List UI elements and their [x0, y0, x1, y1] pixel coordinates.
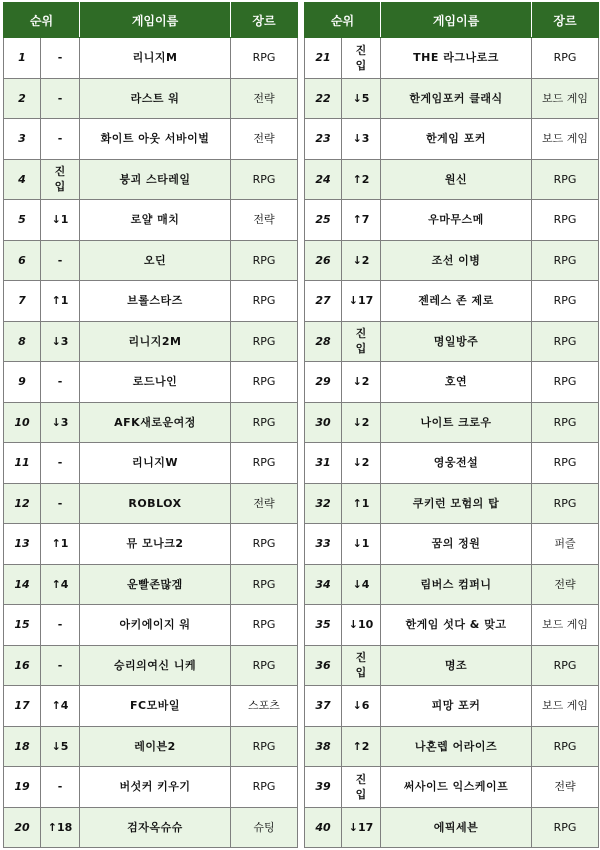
rank-change: ↑1 [41, 524, 80, 565]
game-genre: RPG [231, 240, 298, 281]
rank-number: 22 [305, 78, 342, 119]
table-row [305, 159, 599, 200]
game-name: 리니지2M [80, 321, 231, 362]
game-name: 쿠키런 모험의 탑 [381, 483, 532, 524]
rank-change: 진 입 [342, 645, 381, 686]
table-row [4, 119, 298, 160]
rank-change: 진 입 [342, 321, 381, 362]
table-header-row [305, 3, 599, 38]
game-genre: RPG [532, 200, 599, 241]
rank-change: ↓6 [342, 686, 381, 727]
table-row [305, 78, 599, 119]
rank-change: ↑1 [41, 281, 80, 322]
table-row [305, 38, 599, 79]
game-name: 꿈의 정원 [381, 524, 532, 565]
table-row [4, 605, 298, 646]
game-genre: RPG [231, 524, 298, 565]
game-genre: RPG [231, 362, 298, 403]
ranking-table-left [3, 2, 298, 848]
game-name: 나혼렙 어라이즈 [381, 726, 532, 767]
name-header: 게임이름 [381, 3, 532, 38]
table-row [305, 362, 599, 403]
table-row [4, 159, 298, 200]
game-name: 한게임 포커 [381, 119, 532, 160]
rank-number: 36 [305, 645, 342, 686]
table-row [4, 240, 298, 281]
rank-change: ↑4 [41, 564, 80, 605]
rank-change: ↓2 [342, 240, 381, 281]
rank-change: - [41, 119, 80, 160]
game-genre: 퍼즐 [532, 524, 599, 565]
rank-change: - [41, 645, 80, 686]
genre-header: 장르 [532, 3, 599, 38]
game-name: 검자옥슈슈 [80, 807, 231, 848]
rank-number: 15 [4, 605, 41, 646]
rank-change: ↓3 [41, 402, 80, 443]
rank-number: 13 [4, 524, 41, 565]
rank-number: 33 [305, 524, 342, 565]
game-genre: RPG [532, 281, 599, 322]
rank-number: 24 [305, 159, 342, 200]
rank-change: - [41, 362, 80, 403]
rank-number: 6 [4, 240, 41, 281]
rank-number: 19 [4, 767, 41, 808]
rank-number: 28 [305, 321, 342, 362]
game-name: 브롤스타즈 [80, 281, 231, 322]
genre-header: 장르 [231, 3, 298, 38]
rank-change: ↓17 [342, 281, 381, 322]
table-row [4, 645, 298, 686]
rank-change: - [41, 483, 80, 524]
table-row [305, 807, 599, 848]
game-name: 우마무스메 [381, 200, 532, 241]
game-genre: 전략 [231, 78, 298, 119]
game-genre: RPG [231, 443, 298, 484]
game-genre: 전략 [231, 119, 298, 160]
table-row [305, 119, 599, 160]
rank-number: 14 [4, 564, 41, 605]
table-row [4, 362, 298, 403]
table-row [305, 605, 599, 646]
rank-change: ↓17 [342, 807, 381, 848]
game-genre: RPG [532, 483, 599, 524]
game-genre: RPG [532, 38, 599, 79]
game-name: 써사이드 익스케이프 [381, 767, 532, 808]
game-genre: RPG [532, 645, 599, 686]
game-name: FC모바일 [80, 686, 231, 727]
game-name: 리니지W [80, 443, 231, 484]
rank-change: ↓3 [342, 119, 381, 160]
game-genre: 스포츠 [231, 686, 298, 727]
rank-number: 7 [4, 281, 41, 322]
game-genre: RPG [231, 38, 298, 79]
game-genre: 전략 [231, 200, 298, 241]
game-genre: RPG [231, 402, 298, 443]
table-row [4, 686, 298, 727]
game-genre: RPG [532, 726, 599, 767]
game-name: 버섯커 키우기 [80, 767, 231, 808]
game-genre: 전략 [532, 564, 599, 605]
rank-number: 23 [305, 119, 342, 160]
rank-change: ↓5 [41, 726, 80, 767]
table-row [4, 38, 298, 79]
rank-number: 32 [305, 483, 342, 524]
rank-change: 진 입 [342, 38, 381, 79]
ranking-rows-left [4, 38, 298, 848]
game-genre: RPG [532, 807, 599, 848]
table-row [305, 402, 599, 443]
rank-number: 18 [4, 726, 41, 767]
rank-number: 31 [305, 443, 342, 484]
table-row [4, 402, 298, 443]
rank-number: 26 [305, 240, 342, 281]
rank-number: 17 [4, 686, 41, 727]
game-name: 로얄 매치 [80, 200, 231, 241]
rank-change: ↓4 [342, 564, 381, 605]
rank-change: ↓1 [41, 200, 80, 241]
game-genre: RPG [532, 240, 599, 281]
game-name: 피망 포커 [381, 686, 532, 727]
rank-number: 11 [4, 443, 41, 484]
rank-change: - [41, 240, 80, 281]
rank-change: - [41, 605, 80, 646]
game-name: 에픽세븐 [381, 807, 532, 848]
table-row [4, 483, 298, 524]
rank-change: - [41, 38, 80, 79]
game-genre: RPG [231, 321, 298, 362]
table-row [305, 321, 599, 362]
game-name: 아키에이지 워 [80, 605, 231, 646]
rank-change: - [41, 443, 80, 484]
rank-change: ↑4 [41, 686, 80, 727]
rank-number: 40 [305, 807, 342, 848]
rank-change: ↓2 [342, 402, 381, 443]
table-row [4, 78, 298, 119]
rank-number: 4 [4, 159, 41, 200]
table-row [4, 807, 298, 848]
ranking-table-right [304, 2, 599, 848]
game-genre: RPG [231, 726, 298, 767]
rank-change: ↑7 [342, 200, 381, 241]
game-genre: 보드 게임 [532, 119, 599, 160]
game-genre: RPG [532, 443, 599, 484]
rank-change: ↑1 [342, 483, 381, 524]
rank-number: 10 [4, 402, 41, 443]
table-row [305, 686, 599, 727]
table-row [4, 564, 298, 605]
table-row [4, 767, 298, 808]
game-genre: RPG [231, 645, 298, 686]
game-genre: RPG [532, 159, 599, 200]
rank-number: 1 [4, 38, 41, 79]
table-row [4, 200, 298, 241]
table-header-row [4, 3, 298, 38]
game-name: 한게임 섯다 & 맞고 [381, 605, 532, 646]
table-row [305, 443, 599, 484]
game-name: 나이트 크로우 [381, 402, 532, 443]
rank-number: 3 [4, 119, 41, 160]
table-row [305, 524, 599, 565]
rank-number: 35 [305, 605, 342, 646]
table-row [4, 443, 298, 484]
rank-change: 진 입 [41, 159, 80, 200]
rank-number: 8 [4, 321, 41, 362]
table-row [4, 281, 298, 322]
rank-number: 2 [4, 78, 41, 119]
table-row [305, 483, 599, 524]
game-genre: 보드 게임 [532, 78, 599, 119]
game-name: ROBLOX [80, 483, 231, 524]
rank-number: 38 [305, 726, 342, 767]
game-name: 영웅전설 [381, 443, 532, 484]
game-name: 화이트 아웃 서바이벌 [80, 119, 231, 160]
table-row [4, 726, 298, 767]
rank-number: 25 [305, 200, 342, 241]
rank-number: 29 [305, 362, 342, 403]
rank-number: 16 [4, 645, 41, 686]
game-genre: RPG [231, 767, 298, 808]
game-genre: RPG [231, 605, 298, 646]
rank-change: ↓3 [41, 321, 80, 362]
rank-change: ↓2 [342, 443, 381, 484]
rank-change: - [41, 767, 80, 808]
game-name: 오딘 [80, 240, 231, 281]
game-name: 원신 [381, 159, 532, 200]
table-row [305, 240, 599, 281]
rank-number: 30 [305, 402, 342, 443]
rank-change: ↓10 [342, 605, 381, 646]
game-name: THE 라그나로크 [381, 38, 532, 79]
game-name: 로드나인 [80, 362, 231, 403]
rank-change: ↑18 [41, 807, 80, 848]
game-genre: RPG [231, 564, 298, 605]
game-genre: RPG [231, 159, 298, 200]
game-genre: 전략 [532, 767, 599, 808]
rank-change: ↑2 [342, 726, 381, 767]
rank-change: ↑2 [342, 159, 381, 200]
table-row [4, 321, 298, 362]
game-name: 명일방주 [381, 321, 532, 362]
game-name: 라스트 워 [80, 78, 231, 119]
game-name: 젠레스 존 제로 [381, 281, 532, 322]
rank-number: 5 [4, 200, 41, 241]
game-name: 림버스 컴퍼니 [381, 564, 532, 605]
game-name: 운빨존많겜 [80, 564, 231, 605]
game-name: 승리의여신 니케 [80, 645, 231, 686]
table-row [305, 726, 599, 767]
rank-number: 27 [305, 281, 342, 322]
game-name: 호연 [381, 362, 532, 403]
game-genre: 보드 게임 [532, 605, 599, 646]
game-name: 리니지M [80, 38, 231, 79]
table-row [4, 524, 298, 565]
game-genre: 슈팅 [231, 807, 298, 848]
table-row [305, 564, 599, 605]
game-name: 한게임포커 클래식 [381, 78, 532, 119]
game-name: 조선 이병 [381, 240, 532, 281]
game-genre: RPG [532, 402, 599, 443]
game-name: 레이븐2 [80, 726, 231, 767]
game-genre: 보드 게임 [532, 686, 599, 727]
game-name: 붕괴 스타레일 [80, 159, 231, 200]
rank-change: - [41, 78, 80, 119]
rank-header: 순위 [4, 3, 80, 38]
game-genre: RPG [532, 321, 599, 362]
rank-number: 21 [305, 38, 342, 79]
game-genre: 전략 [231, 483, 298, 524]
rank-number: 37 [305, 686, 342, 727]
table-row [305, 767, 599, 808]
table-row [305, 200, 599, 241]
rank-header: 순위 [305, 3, 381, 38]
table-row [305, 645, 599, 686]
name-header: 게임이름 [80, 3, 231, 38]
game-genre: RPG [532, 362, 599, 403]
game-name: 명조 [381, 645, 532, 686]
rank-change: ↓1 [342, 524, 381, 565]
rank-number: 9 [4, 362, 41, 403]
rank-number: 12 [4, 483, 41, 524]
rank-number: 20 [4, 807, 41, 848]
rank-change: ↓5 [342, 78, 381, 119]
rank-number: 34 [305, 564, 342, 605]
rank-number: 39 [305, 767, 342, 808]
rank-change: 진 입 [342, 767, 381, 808]
rank-change: ↓2 [342, 362, 381, 403]
game-genre: RPG [231, 281, 298, 322]
game-name: AFK새로운여정 [80, 402, 231, 443]
game-name: 뮤 모나크2 [80, 524, 231, 565]
ranking-rows-right [305, 38, 599, 848]
table-row [305, 281, 599, 322]
